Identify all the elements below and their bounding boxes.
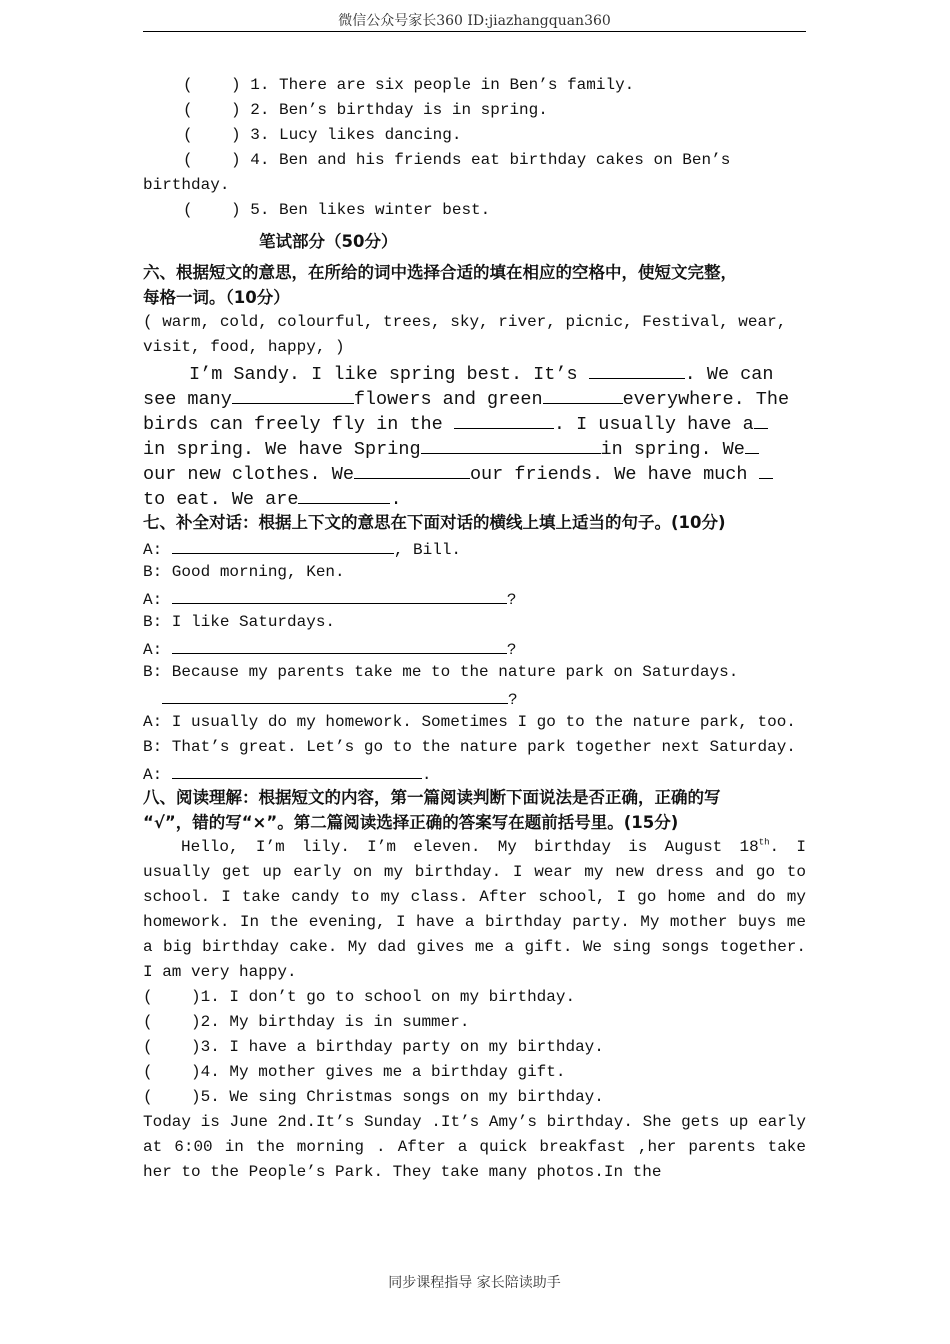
statement-1: ( )1. I don’t go to school on my birthday. — [143, 988, 576, 1006]
worksheet-content — [143, 73, 806, 1185]
page-footer: 同步课程指导 家长陪读助手 — [388, 1275, 561, 1291]
cloze-text: . — [390, 489, 402, 510]
dialogue-b4: B: That’s great. Let’s go to the nature park together next Saturday. — [143, 738, 796, 756]
reading-passage-1 — [143, 835, 806, 985]
word-bank-line-1: ( warm, cold, colourful, trees, sky, river, picnic, Festival, wear, — [143, 313, 787, 331]
speaker-label: A: — [143, 641, 172, 659]
cloze-line-5 — [143, 460, 806, 485]
speaker-label: A: — [143, 766, 172, 784]
cloze-text: I’m Sandy. I like spring best. It’s — [189, 364, 589, 385]
dialogue-a5 — [143, 760, 806, 785]
speaker-label: A: — [143, 591, 172, 609]
cloze-line-3 — [143, 410, 806, 435]
question-mark: ? — [508, 691, 518, 709]
cloze-text: see many — [143, 389, 232, 410]
dialogue-a3 — [143, 635, 806, 660]
cloze-text: . We can — [684, 364, 774, 385]
blank-10[interactable] — [298, 485, 390, 504]
cloze-line-2 — [143, 385, 806, 410]
reading-passage-2: Today is June 2nd.It’s Sunday .It’s Amy’s birthday. She gets up early at 6:00 in the morning . After a quick breakfast ,her parents take her to the People’s Park. They take many photos.In the — [143, 1113, 806, 1181]
cloze-text: everywhere. The — [622, 389, 790, 410]
dialogue-blank-3[interactable] — [172, 635, 507, 654]
header-rule — [143, 31, 806, 32]
question-mark: ? — [506, 591, 517, 609]
page-header: 微信公众号家长360 ID:jiazhangquan360 — [338, 13, 611, 29]
listening-item-1: ( ) 1. There are six people in Ben’s family. — [183, 76, 635, 94]
question-mark: ? — [506, 641, 517, 659]
cloze-text: flowers and green — [353, 389, 543, 410]
section-7-title: 七、补全对话：根据上下文的意思在下面对话的横线上填上适当的句子。(10分) — [143, 513, 726, 532]
cloze-text: birds can freely fly in the — [143, 414, 454, 435]
blank-4[interactable] — [454, 410, 554, 429]
blank-7[interactable] — [745, 435, 759, 454]
word-bank-line-2: visit, food, happy, ) — [143, 338, 345, 356]
dialogue-blank-4[interactable] — [162, 685, 508, 704]
dialogue-text: , Bill. — [393, 541, 462, 559]
dialogue-blank-1[interactable] — [172, 535, 394, 554]
dialogue-a1 — [143, 535, 806, 560]
listening-item-2: ( ) 2. Ben’s birthday is in spring. — [183, 101, 548, 119]
ordinal-suffix: th — [758, 837, 770, 848]
statement-5: ( )5. We sing Christmas songs on my birthday. — [143, 1088, 604, 1106]
dialogue-a4: A: I usually do my homework. Sometimes I go to the nature park, too. — [143, 713, 796, 731]
listening-item-3: ( ) 3. Lucy likes dancing. — [183, 126, 462, 144]
blank-6[interactable] — [421, 435, 601, 454]
cloze-text: . I usually have a — [553, 414, 754, 435]
section-8-title-line-1: 八、阅读理解：根据短文的内容，第一篇阅读判断下面说法是否正确，正确的写 — [143, 788, 721, 807]
blank-5[interactable] — [754, 410, 768, 429]
dialogue-text: . — [421, 766, 432, 784]
dialogue-b3: B: Because my parents take me to the nature park on Saturdays. — [143, 663, 739, 681]
listening-item-4: ( ) 4. Ben and his friends eat birthday cakes on Ben’s — [183, 151, 731, 169]
dialogue-b2: B: I like Saturdays. — [143, 613, 336, 631]
cloze-line-1 — [143, 360, 806, 385]
cloze-line-6 — [143, 485, 806, 510]
blank-3[interactable] — [543, 385, 623, 404]
dialogue-blank-5[interactable] — [172, 760, 422, 779]
statement-2: ( )2. My birthday is in summer. — [143, 1013, 470, 1031]
dialogue-a2 — [143, 585, 806, 610]
passage-text: . I usually get up early on my birthday. I wear my new dress and go to school. I take candy to my class. After school, I go home and do my homework. In the evening, I have a birthday party. My mother buys me a big birthday cake. My dad gives me a gift. We sing songs together. I am very happy. — [143, 838, 806, 981]
speaker-label: A: — [143, 541, 172, 559]
cloze-text: in spring. We have Spring — [143, 439, 421, 460]
cloze-text: to eat. We are — [143, 489, 299, 510]
cloze-text: our new clothes. We — [143, 464, 354, 485]
section-8-title-line-2: “√”，错的写“×”。第二篇阅读选择正确的答案写在题前括号里。(15分) — [143, 813, 679, 832]
written-part-title: 笔试部分（50分） — [259, 232, 398, 251]
cloze-text: our friends. We have much — [469, 464, 759, 485]
passage-text: Hello, I’m lily. I’m eleven. My birthday is August 18 — [181, 838, 759, 856]
section-6-title-line-1: 六、根据短文的意思，在所给的词中选择合适的填在相应的空格中，使短文完整， — [143, 263, 737, 282]
statement-4: ( )4. My mother gives me a birthday gift. — [143, 1063, 566, 1081]
blank-1[interactable] — [589, 360, 685, 379]
blank-8[interactable] — [354, 460, 470, 479]
dialogue-b1: B: Good morning, Ken. — [143, 563, 345, 581]
blank-9[interactable] — [759, 460, 773, 479]
section-6-title-line-2: 每格一词。（10分） — [143, 288, 290, 307]
cloze-text: in spring. We — [600, 439, 745, 460]
blank-2[interactable] — [232, 385, 354, 404]
dialogue-blank-2[interactable] — [172, 585, 507, 604]
cloze-line-4 — [143, 435, 806, 460]
listening-item-4-continued: birthday. — [143, 176, 230, 194]
listening-item-5: ( ) 5. Ben likes winter best. — [183, 201, 491, 219]
statement-3: ( )3. I have a birthday party on my birthday. — [143, 1038, 604, 1056]
dialogue-question-line — [143, 685, 806, 710]
